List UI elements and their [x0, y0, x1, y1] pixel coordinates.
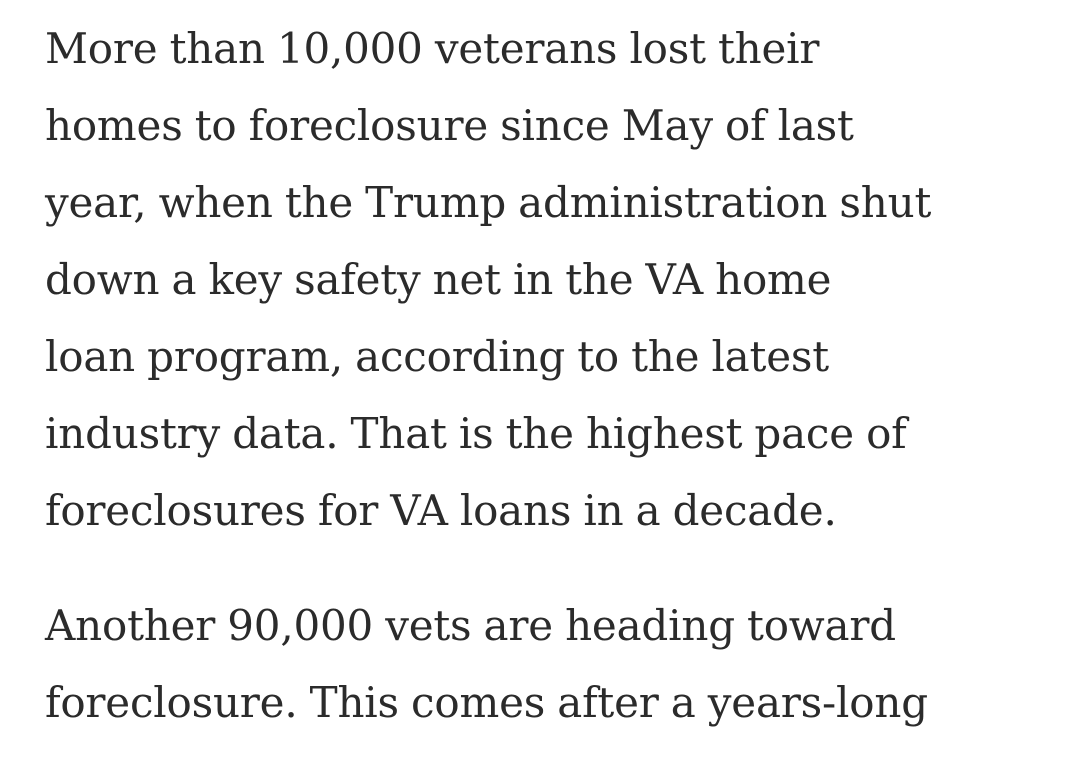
text-line: down a key safety net in the VA home	[45, 255, 832, 304]
text-line: year, when the Trump administration shut	[45, 178, 932, 227]
paragraph	[45, 587, 1065, 741]
text-line: foreclosure. This comes after a years-long	[45, 678, 928, 727]
text-line: loan program, according to the latest	[45, 332, 829, 381]
text-line: industry data. That is the highest pace of	[45, 409, 907, 458]
text-line: Another 90,000 vets are heading toward	[45, 601, 896, 650]
article-body	[45, 10, 1065, 741]
text-line: foreclosures for VA loans in a decade.	[45, 486, 837, 535]
text-line: homes to foreclosure since May of last	[45, 101, 854, 150]
text-line: More than 10,000 veterans lost their	[45, 24, 820, 73]
paragraph	[45, 10, 1065, 549]
